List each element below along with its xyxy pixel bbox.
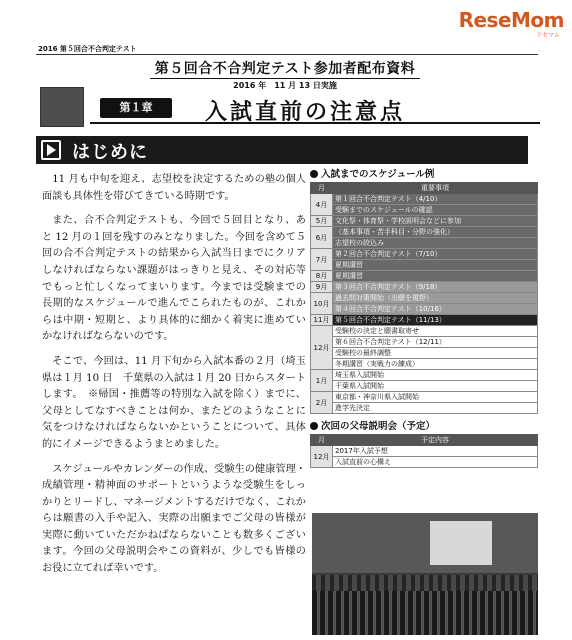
schedule-header-items: 重要事項 bbox=[333, 183, 538, 194]
schedule-item: 東京都・神奈川県入試開始 bbox=[333, 392, 538, 403]
table-row bbox=[311, 271, 538, 282]
schedule-item: 受験までのスケジュールの確認 bbox=[333, 205, 538, 216]
body-paragraph: 11 月も中旬を迎え、志望校を決定するための塾の個人面談も具体性を帯びてきている時期です。 bbox=[42, 174, 306, 202]
table-row bbox=[311, 359, 538, 370]
table-row bbox=[311, 282, 538, 293]
schedule-item: 受験校の最終調整 bbox=[333, 348, 538, 359]
table-row bbox=[311, 194, 538, 205]
table-row bbox=[311, 293, 538, 304]
schedule-heading bbox=[310, 168, 538, 182]
schedule-item: 第１回合不合判定テスト（4/10） bbox=[333, 194, 538, 205]
table-row bbox=[311, 337, 538, 348]
schedule-item: 進学先決定 bbox=[333, 403, 538, 414]
schedule-item: 冬期講習（実戦力の練成） bbox=[333, 359, 538, 370]
table-row bbox=[311, 370, 538, 381]
resemom-logo[interactable]: ReseMom bbox=[458, 8, 564, 32]
running-head: 2016 第５回合不合判定テスト bbox=[38, 45, 137, 53]
seminar-table bbox=[310, 434, 538, 468]
schedule-month: 2月 bbox=[311, 392, 333, 414]
resemom-logo-sub: リセマム bbox=[536, 32, 560, 39]
schedule-item: （基本事項・苦手科目・分野の強化） bbox=[333, 227, 538, 238]
table-row bbox=[311, 392, 538, 403]
schedule-month: 8月 bbox=[311, 271, 333, 282]
schedule-item: 文化祭・体育祭・学校説明会などに参加 bbox=[333, 216, 538, 227]
play-arrow-triangle bbox=[47, 144, 56, 156]
table-row bbox=[311, 216, 538, 227]
seminar-photo bbox=[312, 513, 538, 635]
table-row bbox=[311, 238, 538, 249]
schedule-table bbox=[310, 182, 538, 414]
schedule-month: 7月 bbox=[311, 249, 333, 271]
schedule-item: 志望校の絞込み bbox=[333, 238, 538, 249]
chapter-tag: 第１章 bbox=[100, 98, 172, 118]
seminar-item: 入試直前の心構え bbox=[333, 457, 538, 468]
schedule-month: 9月 bbox=[311, 282, 333, 293]
sidebar-column bbox=[310, 168, 538, 468]
schedule-item: 過去問対策開始（出願を視野） bbox=[333, 293, 538, 304]
body-text bbox=[42, 172, 306, 586]
table-row bbox=[311, 457, 538, 468]
schedule-item: 第５回合不合判定テスト（11/13） bbox=[333, 315, 538, 326]
document-date: 2016 年 11 月 13 日実施 bbox=[233, 81, 337, 90]
bullet-icon bbox=[310, 422, 318, 430]
schedule-item: 夏期講習 bbox=[333, 271, 538, 282]
schedule-month: 10月 bbox=[311, 293, 333, 315]
schedule-heading-text: 入試までのスケジュール例 bbox=[321, 169, 435, 180]
header-rule bbox=[36, 54, 538, 55]
seminar-heading bbox=[310, 420, 538, 434]
schedule-month: 12月 bbox=[311, 326, 333, 370]
title-underline bbox=[150, 78, 420, 79]
table-row bbox=[311, 304, 538, 315]
table-row bbox=[311, 348, 538, 359]
schedule-item: 千葉県入試開始 bbox=[333, 381, 538, 392]
table-row bbox=[311, 403, 538, 414]
photo-audience-front bbox=[312, 591, 538, 635]
body-paragraph: また、合不合判定テストも、今回で５回目となり、あと 12 月の１回を残すのみとなりました。今回を含めて５回の合不合判定テストの結果から入試当日までにクリアしなければならない課題がはっきりと見え、その対応等でもっと忙しくなってまいります。今までは受験までの長期的なスケジュールで進んでこられたものが、これからは中期・短期と、より具体的に細かく着実に進めていかなければならないのです。 bbox=[42, 215, 306, 343]
seminar-header-items: 予定内容 bbox=[333, 435, 538, 446]
seminar-header-month: 月 bbox=[311, 435, 333, 446]
schedule-item: 第４回合不合判定テスト（10/16） bbox=[333, 304, 538, 315]
seminar-heading-text: 次回の父母説明会（予定） bbox=[321, 421, 436, 432]
schedule-item: 埼玉県入試開始 bbox=[333, 370, 538, 381]
section-title: はじめに bbox=[72, 142, 148, 163]
table-row bbox=[311, 249, 538, 260]
schedule-header-month: 月 bbox=[311, 183, 333, 194]
table-row bbox=[311, 446, 538, 457]
table-row bbox=[311, 205, 538, 216]
schedule-item: 第６回合不合判定テスト（12/11） bbox=[333, 337, 538, 348]
schedule-item: 第３回合不合判定テスト（9/18） bbox=[333, 282, 538, 293]
schedule-month: 11月 bbox=[311, 315, 333, 326]
table-row bbox=[311, 227, 538, 238]
document-title: 第５回合不合判定テスト参加者配布資料 bbox=[154, 61, 416, 77]
photo-projection-screen bbox=[430, 521, 492, 565]
photo-wall bbox=[312, 513, 538, 573]
table-row bbox=[311, 326, 538, 337]
seminar-item: 2017年入試予想 bbox=[333, 446, 538, 457]
schedule-month: 6月 bbox=[311, 227, 333, 249]
chapter-title: 入試直前の注意点 bbox=[205, 100, 406, 125]
schedule-item: 受験校の決定と願書取寄せ bbox=[333, 326, 538, 337]
body-paragraph: スケジュールやカレンダーの作成、受験生の健康管理・成績管理・精神面のサポートというような受験生をしっかりとリードし、マネージメントするだけでなく、これからは願書の入手や記入、実際の出願までご父母の皆様が実際に動いていただかねばならないことも数多くございます。今回の父母説明会やこの資料が、少しでも皆様のお役に立てれば幸いです。 bbox=[42, 463, 306, 575]
schedule-body bbox=[311, 194, 538, 414]
schedule-month: 4月 bbox=[311, 194, 333, 216]
schedule-item: 夏期講習 bbox=[333, 260, 538, 271]
schedule-month: 5月 bbox=[311, 216, 333, 227]
table-row bbox=[311, 381, 538, 392]
schedule-item: 第２回合不合判定テスト（7/10） bbox=[333, 249, 538, 260]
bullet-icon bbox=[310, 170, 318, 178]
table-row bbox=[311, 260, 538, 271]
seminar-month: 12月 bbox=[311, 446, 333, 468]
schedule-month: 1月 bbox=[311, 370, 333, 392]
body-paragraph: そこで、今回は、11 月下旬から入試本番の２月（埼玉県は１月 10 日 千葉県の入試は１月 20 日からスタートします。 ※帰国・推薦等の特別な入試を除く）までに、父母としてなすべきことは何か、またどのようなことに気をつけなければならないかということについて、具体的にイメージできるようまとめました。 bbox=[42, 355, 306, 450]
table-row bbox=[311, 315, 538, 326]
chapter-marker-block bbox=[40, 87, 84, 127]
